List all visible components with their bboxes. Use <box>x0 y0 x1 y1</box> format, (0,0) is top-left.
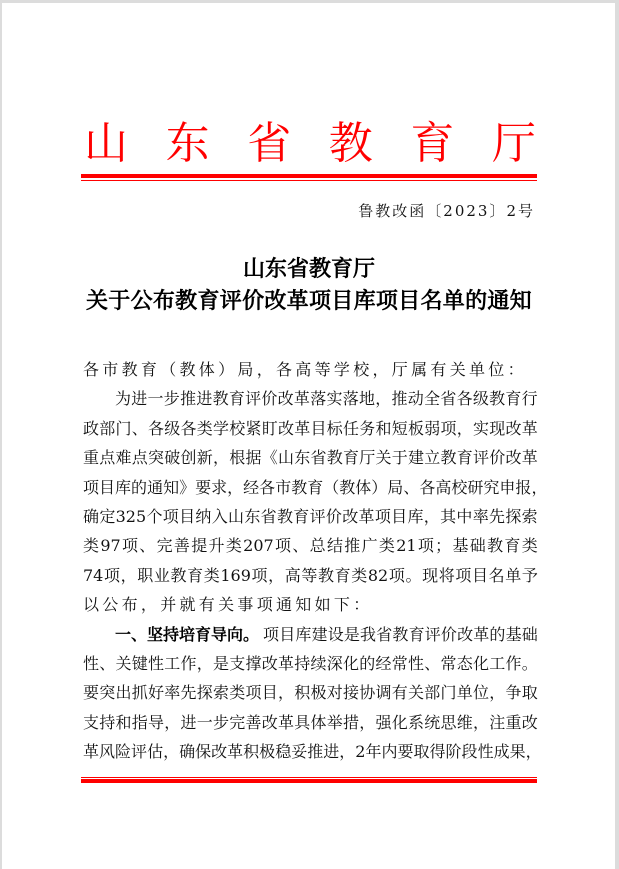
title-line-2: 关于公布教育评价改革项目库项目名单的通知 <box>85 288 532 314</box>
letterhead-rule-thin <box>81 180 537 181</box>
line-text: 确 定 325 个 项 目 纳 入 山 东 省 教 育 评 价 改 革 项 目 库 ， 其 中 率 先 探 索 <box>83 506 538 526</box>
paragraph-line <box>83 678 538 707</box>
line-text: 为 进 一 步 推 进 教 育 评 价 改 革 落 实 落 地 ， 推 动 全 省 各 级 教 育 行 <box>115 389 538 409</box>
letterhead-char: 育 <box>410 118 455 169</box>
paragraph-line <box>83 531 538 560</box>
line-text: 革 风 险 评 估 ， 确 保 改 革 积 极 稳 妥 推 进 ， 2 年 内 要 取 得 阶 段 性 成 果 ， <box>83 742 542 762</box>
body-text <box>83 355 548 766</box>
line-text: 74 项 ， 职 业 教 育 类 169 项 ， 高 等 教 育 类 82 项 。 现 将 项 目 名 单 予 <box>83 565 538 585</box>
paragraph-line: 以公布，并就有关事项通知如下： <box>83 595 373 615</box>
document-number: 鲁教改函〔2023〕2号 <box>358 202 535 220</box>
section-1-first-line <box>83 620 538 649</box>
line-text: 支 持 和 指 导 ， 进 一 步 完 善 改 革 具 体 举 措 ， 强 化 系 统 思 维 ， 注 重 改 <box>83 712 538 732</box>
paragraph-line <box>83 708 538 737</box>
section-1-heading: 一、坚持培育导向。 <box>115 624 260 644</box>
document-page <box>2 3 615 869</box>
letterhead-char: 省 <box>247 118 292 169</box>
letterhead-char: 东 <box>165 118 210 169</box>
letterhead-rule-thick <box>81 174 537 178</box>
paragraph-line <box>83 414 538 443</box>
line-text: 类 97 项 、 完 善 提 升 类 207 项 、 总 结 推 广 类 21 项 ； 基 础 教 育 类 <box>83 536 538 556</box>
paragraph-line <box>83 473 548 502</box>
line-text: 性 、 关 键 性 工 作 ， 是 支 撑 改 革 持 续 深 化 的 经 常 性 、 常 态 化 工 作 。 <box>83 653 538 673</box>
paragraph-line <box>83 649 538 678</box>
paragraph-line <box>83 737 542 766</box>
line-text: 项 目 库 的 通 知 》 要 求 ， 经 各 市 教 育 （ 教 体 ） 局 、 各 高 校 研 究 申 报 ， <box>83 477 548 497</box>
salutation: 各市教育（教体）局，各高等学校，厅属有关单位： <box>83 360 527 379</box>
letterhead-char: 厅 <box>491 118 536 169</box>
letterhead-agency-name <box>83 116 537 172</box>
footer-rule-thick <box>81 779 537 783</box>
footer-rule-thin <box>81 777 537 778</box>
line-text: 项 目 库 建 设 是 我 省 教 育 评 价 改 革 的 基 础 <box>263 624 538 644</box>
line-text: 重 点 难 点 突 破 创 新 ， 根 据 《 山 东 省 教 育 厅 关 于 建 立 教 育 评 价 改 革 <box>83 448 538 468</box>
title-line-1: 山东省教育厅 <box>242 256 375 282</box>
paragraph-line <box>83 443 538 472</box>
paragraph-line <box>83 384 538 413</box>
line-text: 政 部 门 、 各 级 各 类 学 校 紧 盯 改 革 目 标 任 务 和 短 板 弱 项 ， 实 现 改 革 <box>83 418 538 438</box>
letterhead-char: 山 <box>84 118 128 169</box>
paragraph-line <box>83 502 538 531</box>
letterhead-char: 教 <box>328 118 373 169</box>
paragraph-line <box>83 561 538 590</box>
line-text: 要 突 出 抓 好 率 先 探 索 类 项 目 ， 积 极 对 接 协 调 有 关 部 门 单 位 ， 争 取 <box>83 683 538 703</box>
